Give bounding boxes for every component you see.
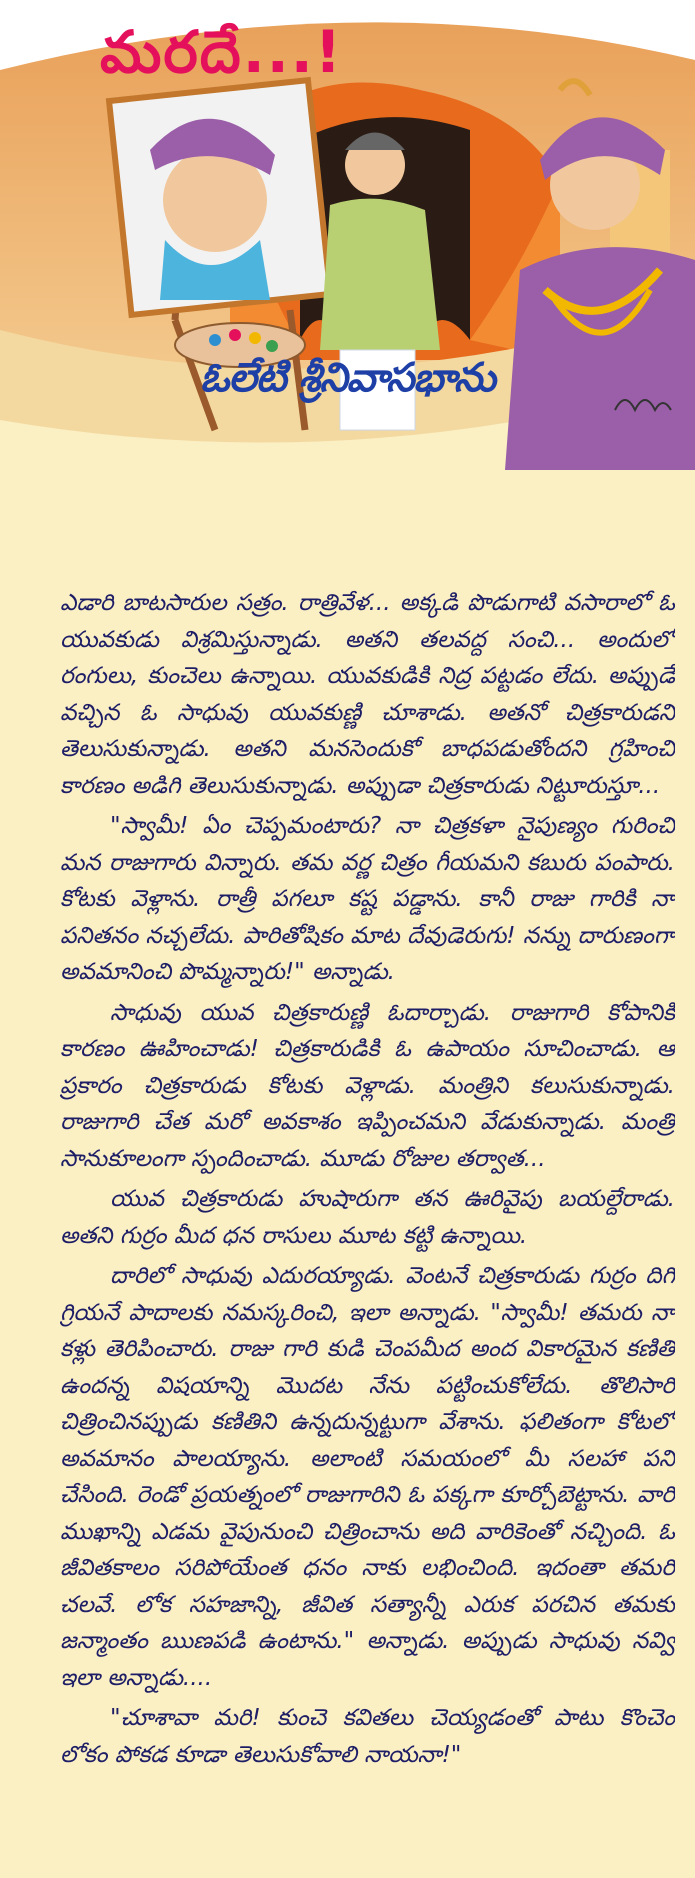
author-name: ఓలేటి శ్రీనివాసభాను <box>200 355 495 401</box>
story-title: మరదే...! <box>100 18 344 86</box>
story-paragraph: ఎడారి బాటసారుల సత్రం. రాత్రివేళ... అక్కడి పొడుగాటి వసారాలో ఓ యువకుడు విశ్రమిస్తున్నాడు. అతని తలవద్ద సంచి... అందులో రంగులు, కుంచెలు ఉన్నాయి. యువకుడికి నిద్ర పట్టడం లేదు. అప్పుడే వచ్చిన ఓ సాధువు యువకుణ్ణి చూశాడు. అతనో చిత్రకారుడని తెలుసుకున్నాడు. అతని మనసెందుకో బాధపడుతోందని గ్రహించి కారణం అడిగి తెలుసుకున్నాడు. అప్పుడా చిత్రకారుడు నిట్టూరుస్తూ... <box>60 590 675 799</box>
story-paragraph: "స్వామీ! ఏం చెప్పమంటారు? నా చిత్రకళా నైపుణ్యం గురించి మన రాజుగారు విన్నారు. తమ వర్ణ చిత్రం గీయమని కబురు పంపారు. కోటకు వెళ్లాను. రాత్రీ పగలూ కష్ట పడ్డాను. కానీ రాజు గారికి నా పనితనం నచ్చలేదు. పారితోషికం మాట దేవుడెరుగు! నన్ను దారుణంగా అవమానించి పొమ్మన్నారు!" అన్నాడు. <box>60 813 675 985</box>
header-illustration-panel <box>0 0 695 470</box>
story-paragraph: "చూశావా మరి! కుంచె కవితలు చెయ్యడంతో పాటు కొంచెం లోకం పోకడ కూడా తెలుసుకోవాలి నాయనా!" <box>60 1705 675 1768</box>
story-paragraph: యువ చిత్రకారుడు హుషారుగా తన ఊరివైపు బయల్దేరాడు. అతని గుర్రం మీద ధన రాసులు మూట కట్టి ఉన్నాయి. <box>60 1186 675 1249</box>
story-paragraph: సాధువు యువ చిత్రకారుణ్ణి ఓదార్చాడు. రాజుగారి కోపానికి కారణం ఊహించాడు! చిత్రకారుడికి ఓ ఉపాయం సూచించాడు. ఆ ప్రకారం చిత్రకారుడు కోటకు వెళ్లాడు. మంత్రిని కలుసుకున్నాడు. రాజుగారి చేత మరో అవకాశం ఇప్పించమని వేడుకున్నాడు. మంత్రి సానుకూలంగా స్పందించాడు. మూడు రోజుల తర్వాత... <box>60 999 675 1172</box>
story-paragraph: దారిలో సాధువు ఎదురయ్యాడు. వెంటనే చిత్రకారుడు గుర్రం దిగి గ్రియనే పాదాలకు నమస్కరించి, ఇలా అన్నాడు. "స్వామీ! తమరు నా కళ్లు తెరిపించారు. రాజు గారి కుడి చెంపమీద అంద వికారమైన కణితి ఉందన్న విషయాన్ని మొదట నేను పట్టించుకోలేదు. తొలిసారి చిత్రించినప్పుడు కణితిని ఉన్నదున్నట్టుగా వేశాను. ఫలితంగా కోటలో అవమానం పాలయ్యాను. అలాంటి సమయంలో మీ సలహా పని చేసింది. రెండో ప్రయత్నంలో రాజుగారిని ఓ పక్కగా కూర్చోబెట్టాను. వారి ముఖాన్ని ఎడమ వైపునుంచి చిత్రించాను అది వారికెంతో నచ్చింది. ఓ జీవితకాలం సరిపోయేంత ధనం నాకు లభించింది. ఇదంతా తమరి చలవే. లోక సహజాన్ని, జీవిత సత్యాన్నీ ఎరుక పరచిన తమకు జన్మాంతం ఋణపడి ఉంటాను." అన్నాడు. అప్పుడు సాధువు నవ్వి ఇలా అన్నాడు.... <box>60 1263 675 1691</box>
story-body <box>60 585 675 1865</box>
